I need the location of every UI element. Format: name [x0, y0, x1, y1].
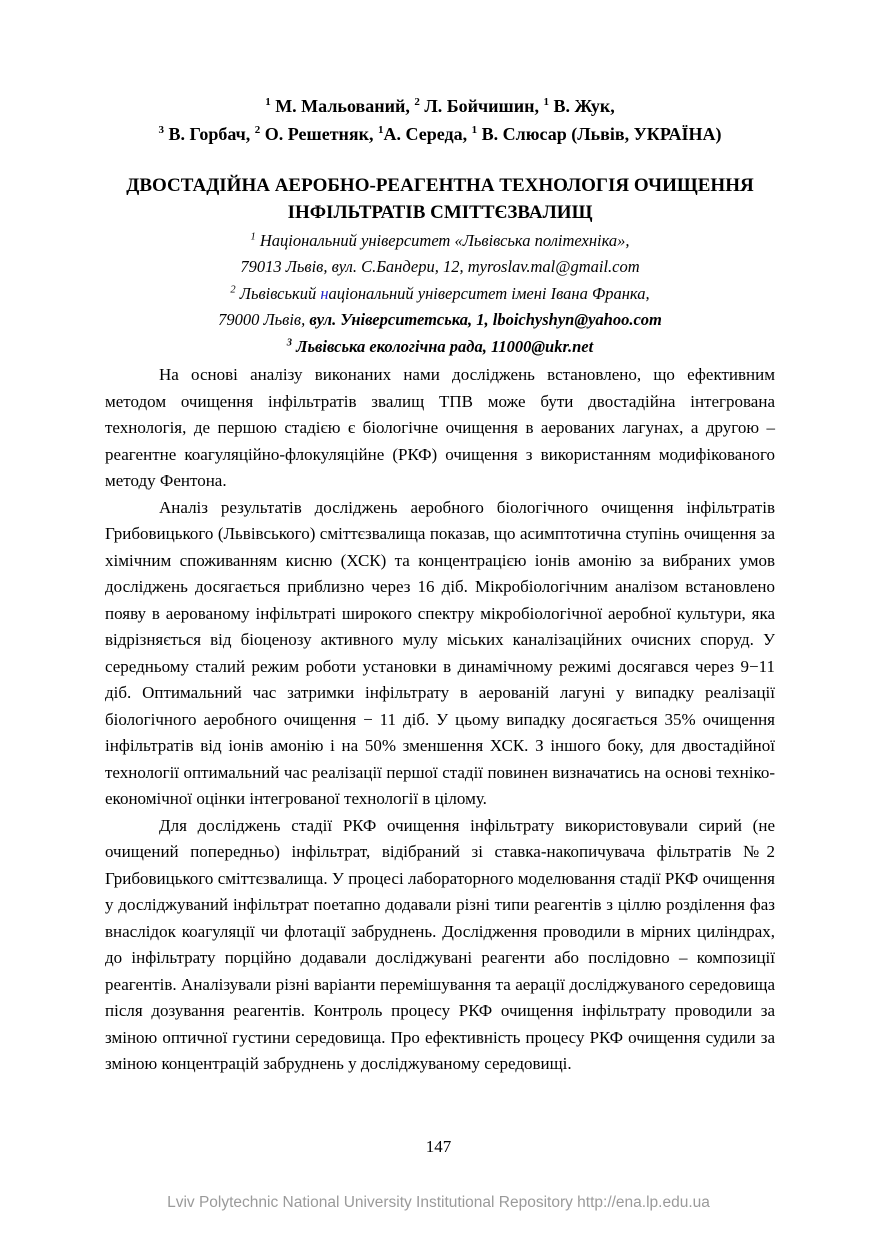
- affiliation-text: Національний університет «Львівська політехніка»,: [255, 231, 630, 250]
- author-affiliation-superscript: 1: [471, 124, 478, 136]
- body-paragraph-3: Для досліджень стадії РКФ очищення інфільтрату використовували сирий (не очищений попередньо) інфільтрат, відібраний зі ставка-накопичувача фільтратів №2 Грибовицького сміттєзвалища. У процесі лабораторного моделювання стадії РКФ очищення у досліджуваний інфільтрат поетапно додавали різні типи реагентів з ціллю розділення фаз внаслідок коагуляції чи флотації забруднень. Дослідження проводили в мірних циліндрах, до інфільтрату порційно додавали досліджувані реагенти або послідовно – композиції реагентів. Аналізували різні варіанти перемішування та аерації досліджуваного середовища після дозування реагентів. Контроль процесу РКФ очищення інфільтрату проводили за зміною оптичної густини середовища. Про ефективність процесу РКФ очищення судили за зміною концентрацій забруднень у досліджуваному середовищі.: [105, 815, 775, 1074]
- author-affiliation-superscript: 3: [158, 124, 164, 136]
- authors-line-2: [105, 120, 775, 148]
- author-name: Л. Бойчишин,: [419, 96, 544, 116]
- affiliation-superscript: 3: [286, 337, 293, 349]
- paper-title: [105, 172, 775, 226]
- author-name: О. Решетняк,: [260, 124, 379, 144]
- affiliation-line-1: [105, 228, 775, 254]
- author-affiliation-superscript: 2: [254, 124, 261, 136]
- affiliation-address-email: вул. Університетська, 1, lboichyshyn@yahoo.com: [309, 310, 662, 330]
- author-affiliation-superscript: 1: [265, 96, 271, 108]
- affiliation-superscript: 2: [230, 284, 236, 296]
- author-affiliation-superscript: 2: [414, 96, 420, 108]
- affiliation-text: аціональний університет імені Івана Франка,: [328, 283, 650, 303]
- article-body: [105, 362, 775, 1078]
- body-paragraph-1: На основі аналізу виконаних нами досліджень встановлено, що ефективним методом очищення інфільтратів звалищ ТПВ може бути двостадійна інтегрована технологія, де першою стадією є біологічне очищення в аерованих лагунах, а другою – реагентне коагуляційно-флокуляційне (РКФ) очищення з використанням модифікованого методу Фентона.: [105, 365, 775, 491]
- repository-footer: Lviv Polytechnic National University Institutional Repository http://ena.lp.edu.ua: [167, 1194, 710, 1211]
- authors-block: [105, 92, 775, 148]
- authors-line-1: [105, 92, 775, 120]
- affiliation-line-2: [105, 254, 775, 280]
- affiliation-line-4: [105, 307, 775, 333]
- page-number: 147: [425, 1137, 452, 1156]
- author-name: В. Горбач,: [163, 124, 255, 144]
- affiliation-text: Львівська екологічна рада, 11000@ukr.net: [292, 336, 594, 356]
- affiliation-line-3: [105, 281, 775, 307]
- author-name: М. Мальований,: [270, 96, 415, 116]
- author-name: В. Слюсар (Львів, УКРАЇНА): [477, 124, 722, 144]
- affiliations-block: [105, 228, 775, 360]
- paper-title-line-1: ДВОСТАДІЙНА АЕРОБНО-РЕАГЕНТНА ТЕХНОЛОГІЯ ОЧИЩЕННЯ: [126, 175, 754, 196]
- affiliation-text: 79013 Львів, вул. С.Бандери, 12, myroslav.mal@gmail.com: [240, 257, 640, 277]
- affiliation-superscript: 1: [250, 231, 256, 243]
- body-paragraph-2: Аналіз результатів досліджень аеробного біологічного очищення інфільтратів Грибовицького (Львівського) сміттєзвалища показав, що асимптотична ступінь очищення за хімічним споживанням кисню (ХСК) та концентрацією іонів амонію за вибраних умов досліджень досягається приблизно через 16 діб. Мікробіологічним аналізом встановлено появу в аерованому інфільтраті широкого спектру мікробіологічної аеробної культури, яка відрізняється від біоценозу активного мулу міських каналізаційних очисних споруд. У середньому сталий режим роботи установки в динамічному режимі досягався через 9−11 діб. Оптимальний час затримки інфільтрату в аерованій лагуні у випадку реалізації біологічного аеробного очищення − 11 діб. У цьому випадку досягається 35% очищення інфільтратів від іонів амонію і на 50% зменшення ХСК. З іншого боку, для двостадійної технології оптимальний час реалізації першої стадії повинен визначатись на основі техніко-економічної оцінки інтегрованої технології в цілому.: [105, 497, 775, 809]
- affiliation-text: Львівський: [235, 283, 321, 303]
- paper-title-line-2: ІНФІЛЬТРАТІВ СМІТТЄЗВАЛИЩ: [287, 202, 593, 223]
- author-name: В. Жук,: [548, 96, 615, 116]
- author-name: А. Середа,: [383, 124, 472, 144]
- affiliation-blue-letter: н: [320, 283, 329, 303]
- affiliation-line-5: [105, 334, 775, 360]
- author-affiliation-superscript: 1: [543, 96, 549, 108]
- author-affiliation-superscript: 1: [378, 124, 384, 136]
- affiliation-text: 79000 Львів,: [218, 310, 310, 330]
